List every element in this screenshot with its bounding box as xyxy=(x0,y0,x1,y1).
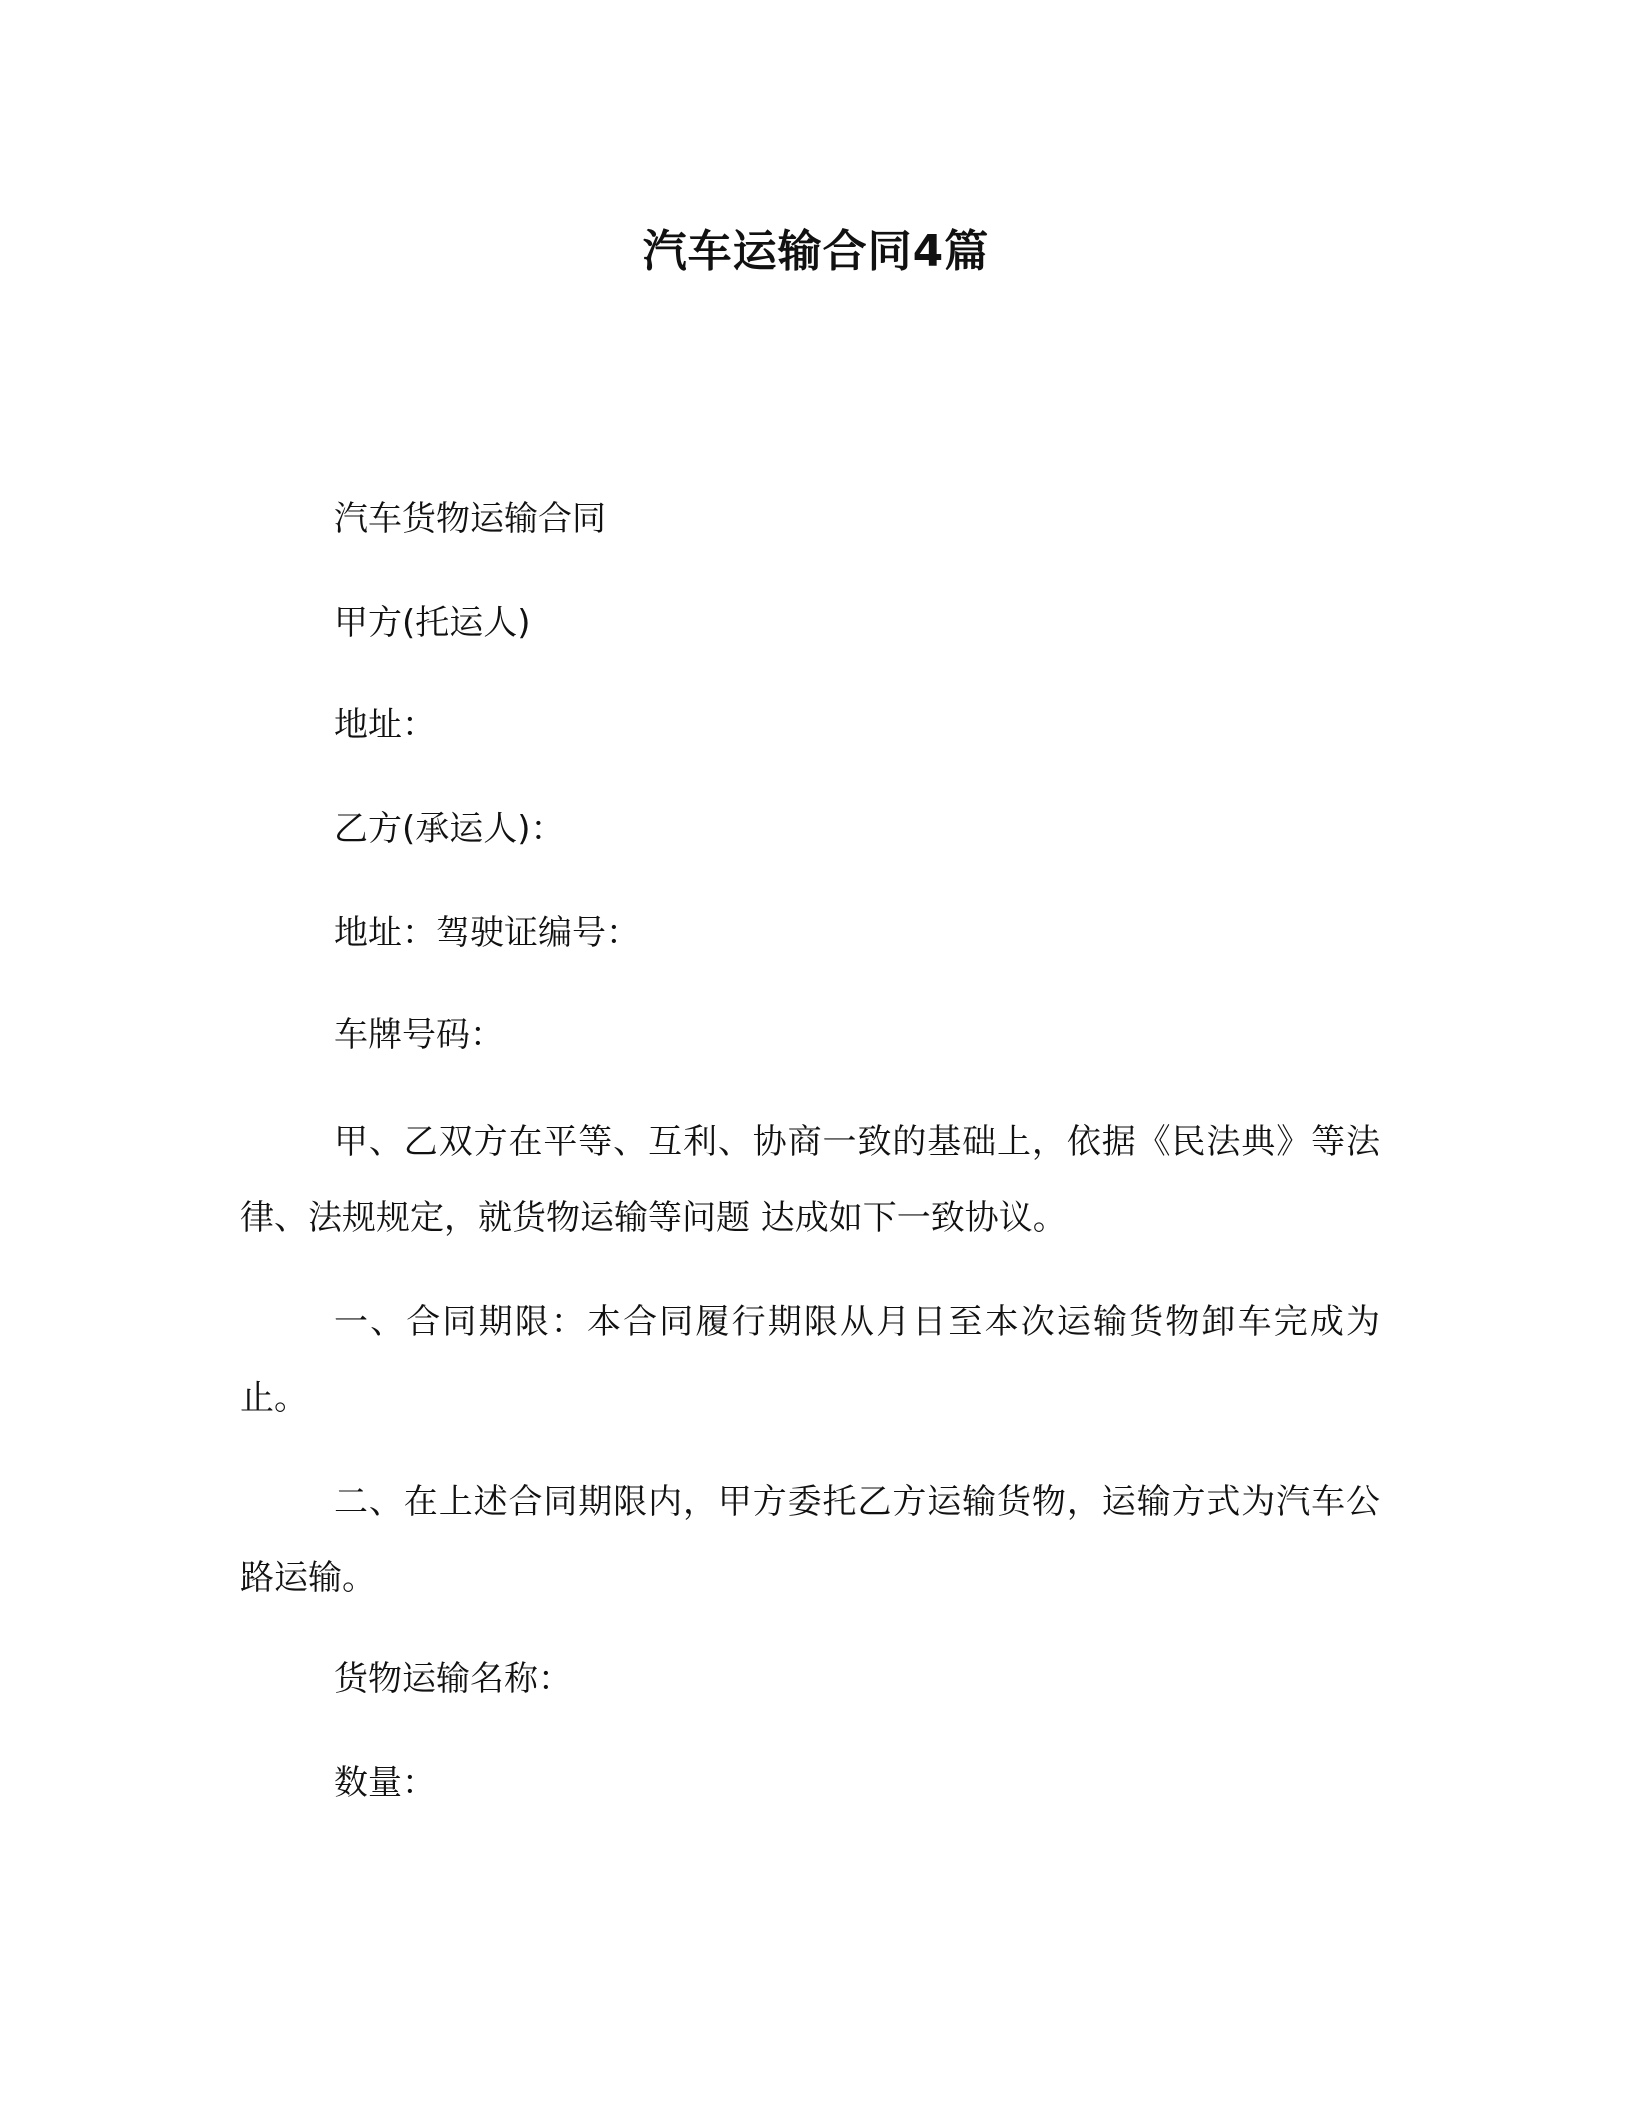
quantity-label: 数量： xyxy=(334,1763,436,1803)
party-a-label: 甲方(托运人) xyxy=(334,603,531,643)
goods-name-label: 货物运输名称： xyxy=(334,1659,572,1699)
document-title: 汽车运输合同4篇 xyxy=(642,226,990,277)
party-a-address-label: 地址： xyxy=(334,705,436,745)
clause-2-paragraph: 二、在上述合同期限内，甲方委托乙方运输货物，运输方式为汽车公路运输。 xyxy=(240,1482,1380,1598)
party-b-address-license-label: 地址：驾驶证编号： xyxy=(334,913,640,953)
contract-subtitle: 汽车货物运输合同 xyxy=(334,499,606,539)
party-b-label: 乙方(承运人)： xyxy=(334,809,565,849)
clause-1-paragraph: 一、合同期限：本合同履行期限从月日至本次运输货物卸车完成为止。 xyxy=(240,1302,1380,1418)
plate-number-label: 车牌号码： xyxy=(334,1015,504,1055)
intro-paragraph: 甲、乙双方在平等、互利、协商一致的基础上，依据《民法典》等法律、法规规定，就货物运输等问题 达成如下一致协议。 xyxy=(240,1122,1380,1238)
